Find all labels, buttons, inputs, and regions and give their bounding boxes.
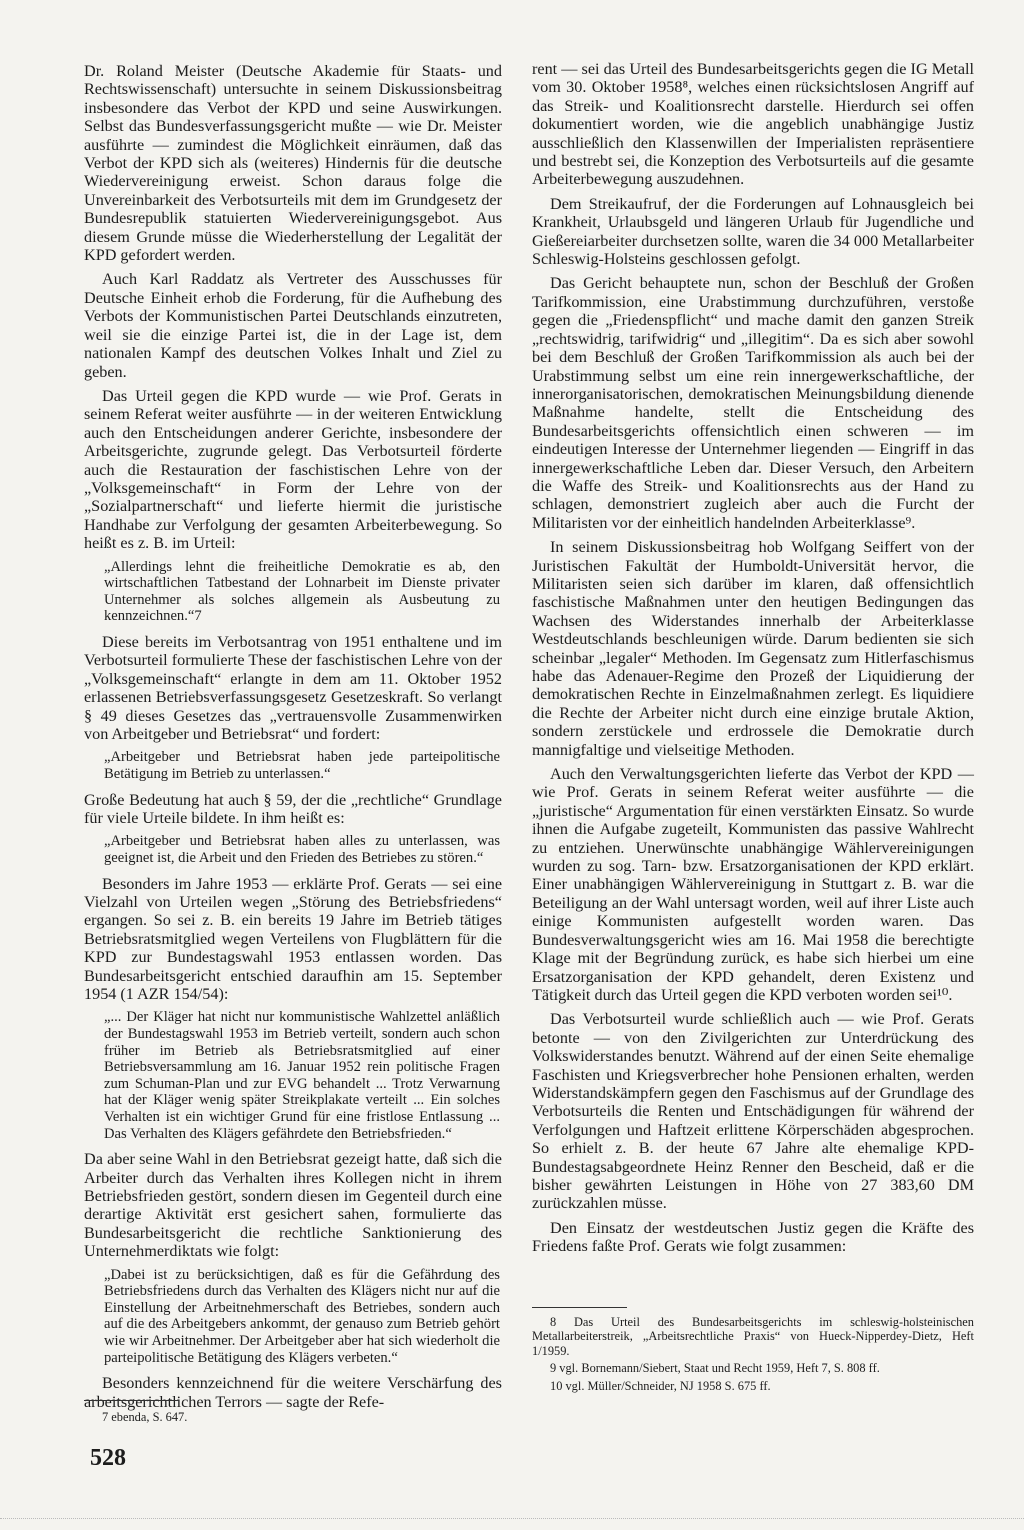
paragraph: Da aber seine Wahl in den Betriebsrat gezeigt hatte, daß sich die Arbeiter durch das Verhalten ihres Kollegen nicht in ihrem Betriebsfrieden gestört, sondern diesen im Gegenteil durch eine derartige Aktivität erst gesichert sahen, formulierte das Bundesarbeitsgericht die rechtliche Sanktionierung des Unternehmerdiktats wie folgt: <box>84 1150 502 1261</box>
paragraph: Auch Karl Raddatz als Vertreter des Ausschusses für Deutsche Einheit erhob die Forderung, für die Aufhebung des Verbots der Kommunistischen Partei Deutschlands einzutreten, weil sie die einzige Partei ist, die in der Lage ist, dem nationalen Kampf des deutschen Volkes Inhalt und Ziel zu geben. <box>84 270 502 381</box>
footnote: 7 ebenda, S. 647. <box>102 1410 188 1424</box>
footnote-divider <box>84 1400 179 1401</box>
paragraph: Dr. Roland Meister (Deutsche Akademie für Staats- und Rechtswissenschaft) untersuchte in seinem Diskussionsbeitrag insbesondere das Verbot der KPD und seine Auswirkungen. Selbst das Bundesverfassungsgericht mußte — wie Dr. Meister ausführte — zumindest die Möglichkeit einräumen, daß das Verbot der KPD sich als (weiteres) Hindernis für die deutsche Wiedervereinigung erweist. Schon daraus folge die Unvereinbarkeit des Verbotsurteils mit dem im Grundgesetz der Bundesrepublik statuierten Wiedervereinigungsgebot. Aus diesem Grunde müsse die Wiederherstellung der Legalität der KPD gefordert werden. <box>84 62 502 265</box>
page-number: 528 <box>90 1445 126 1471</box>
block-quote: „Dabei ist zu berücksichtigen, daß es für die Gefährdung des Betriebsfriedens durch das Verhalten des Klägers nicht nur auf die Einstellung der Arbeitnehmerschaft des Betriebes, sondern auch auf die des Arbeitgebers ankommt, der genauso zum Betrieb gehört wie wir Arbeitnehmer. Der Arbeitgeber aber hat sich wiederholt die parteipolitische Betätigung des Klägers verbeten.“ <box>104 1266 500 1366</box>
paragraph: Besonders kennzeichnend für die weitere Verschärfung des arbeitsgerichtlichen Terrors — sagte der Refe- <box>84 1374 502 1411</box>
paragraph: Große Bedeutung hat auch § 59, der die „rechtliche“ Grundlage für viele Urteile bildete. In ihm heißt es: <box>84 790 502 827</box>
paragraph: Besonders im Jahre 1953 — erklärte Prof. Gerats — sei eine Vielzahl von Urteilen wegen „Störung des Betriebsfriedens“ ergangen. So sei z. B. ein bereits 19 Jahre im Betrieb tätiges Betriebsratsmitglied wegen Verteilens von Flugblättern für die KPD zur Bundestagswahl 1953 entlassen worden. Das Bundesarbeitsgericht entschied daraufhin am 15. September 1954 (1 AZR 154/54): <box>84 874 502 1003</box>
block-quote: „Allerdings lehnt die freiheitliche Demokratie es ab, den wirtschaftlichen Tatbestand der Lohnarbeit im Dienste privater Unternehmer als solches allgemein als Ausbeutung zu kennzeichnen.“7 <box>104 558 500 625</box>
footnotes-left <box>84 1410 502 1427</box>
paragraph: Den Einsatz der westdeutschen Justiz gegen die Kräfte des Friedens faßte Prof. Gerats wie folgt zusammen: <box>532 1218 974 1256</box>
block-quote: „Arbeitgeber und Betriebsrat haben jede parteipolitische Betätigung im Betrieb zu unterlassen.“ <box>104 749 500 782</box>
footnote-divider <box>532 1307 627 1308</box>
block-quote: „... Der Kläger hat nicht nur kommunistische Wahlzettel anläßlich der Bundestagswahl 1953 im Betrieb verteilt, sondern auch schon früher im Betrieb als Betriebsratsmitglied auf einer Betriebsversammlung am 16. Januar 1952 rein politische Fragen zum Schuman-Plan und zur EVG behandelt ... Trotz Verwarnung hat der Kläger wenig später Streikplakate verteilt ... Ein solches Verhalten ist ein wichtiger Grund für eine fristlose Entlassung ... Das Verhalten des Klägers gefährdete den Betriebsfrieden.“ <box>104 1009 500 1142</box>
footnote: 10 vgl. Müller/Schneider, NJ 1958 S. 675 ff. <box>550 1378 771 1393</box>
footnote: 8 Das Urteil des Bundesarbeitsgerichts im schleswig-holsteinischen Metallarbeiterstreik, „Arbeitsrechtliche Praxis“ von Hueck-Nipperdey-Dietz, Heft 1/1959. <box>532 1315 974 1358</box>
paragraph: Das Gericht behauptete nun, schon der Beschluß der Großen Tarifkommission, eine Urabstimmung durchzuführen, verstoße gegen die „Friedenspflicht“ und mache damit den ganzen Streik „rechtswidrig, tarifwidrig“ und „illegitim“. Da es sich aber sowohl bei dem Beschluß der Großen Tarifkommission als auch bei der Urabstimmung selbst um eine rein innergewerkschaftliche, der innerorganisatorischen, demokratischen Meinungsbildung dienende Maßnahme handelte, stellt die Entscheidung des Bundesarbeitsgerichts offensichtlich einen schweren — im eindeutigen Interesse der Unternehmer liegenden — Eingriff in das innergewerkschaftliche Leben dar. Dieser Versuch, den Arbeitern die Waffe des Streik- und Koalitionsrechts aus der Hand zu schlagen, demonstriert zugleich aber auch die Furcht der Militaristen vor der einheitlich handelnden Arbeiterklasse⁹. <box>532 274 974 532</box>
left-column <box>84 62 502 1417</box>
paragraph: Diese bereits im Verbotsantrag von 1951 enthaltene und im Verbotsurteil formulierte These der faschistischen Lehre von der „Volksgemeinschaft“ erlangte in dem am 11. Oktober 1952 erlassenen Betriebsverfassungsgesetz Gesetzeskraft. So verlangt § 49 dieses Gesetzes das „vertrauensvolle Zusammenwirken von Arbeitgeber und Betriebsrat“ und fordert: <box>84 632 502 743</box>
paragraph: Dem Streikaufruf, der die Forderungen auf Lohnausgleich bei Krankheit, Urlaubsgeld und längeren Urlaub für Jugendliche und Gießereiarbeiter durchsetzen sollte, waren die 34 000 Metallarbeiter Schleswig-Holsteins geschlossen gefolgt. <box>532 194 974 269</box>
right-column <box>532 60 974 1262</box>
paragraph: Auch den Verwaltungsgerichten lieferte das Verbot der KPD — wie Prof. Gerats in seinem Referat weiter ausführte — die „juristische“ Argumentation für einen verstärkten Einsatz. So wurde ihnen die Aufgabe zugeteilt, Kommunisten das passive Wahlrecht zu entziehen. Unerwünschte unabhängige Wählervereinigungen wurden zu sog. Tarn- bzw. Ersatzorganisationen der KPD erklärt. Einer unabhängigen Wählervereinigung in Stuttgart z. B. war die Beteiligung an der Wahl untersagt worden, weil auf ihrer Liste auch einige Kommunisten aufgestellt worden waren. Das Bundesverwaltungsgericht wies am 16. Mai 1958 die berechtigte Klage mit der Begründung zurück, es habe sich hierbei um eine Ersatzorganisation der KPD gehandelt, deren Existenz und Tätigkeit durch das Urteil gegen die KPD verboten worden sei¹⁰. <box>532 765 974 1004</box>
paragraph: In seinem Diskussionsbeitrag hob Wolfgang Seiffert von der Juristischen Fakultät der Humboldt-Universität hervor, die Militaristen seien sich darüber im klaren, daß offensichtlich faschistische Maßnahmen unter den heutigen Bedingungen das Wachsen des Widerstandes innerhalb der Arbeiterklasse Westdeutschlands beschleunigen würde. Darum bedienten sie sich scheinbar „legaler“ Methoden. Im Gegensatz zum Hitlerfaschismus habe das Adenauer-Regime den Prozeß der Liquidierung der demokratischen Rechte in Einzelmaßnahmen zerlegt. Es liquidiere die Rechte der Arbeiter nicht durch eine einzige brutale Aktion, sondern zerstückele und erdrossele die Demokratie durch mannigfaltige und vielseitige Methoden. <box>532 538 974 759</box>
footnotes-right <box>532 1315 974 1396</box>
paragraph: Das Verbotsurteil wurde schließlich auch — wie Prof. Gerats betonte — von den Zivilgerichten zur Unterdrückung des Volkswiderstandes benutzt. Während auf der einen Seite ehemalige Faschisten und Kriegsverbrecher hohe Pensionen erhalten, werden Widerstandskämpfern gegen den Faschismus auf der Grundlage des Verbotsurteils die Renten und Entschädigungen für während der Verfolgungen und Haftzeit erlittene Körperschäden abgesprochen. So erhielt z. B. der heute 67 Jahre alte ehemalige KPD-Bundestagsabgeordnete Heinz Renner den Bescheid, daß er die bisher gewährten Leistungen in Höhe von 27 383,60 DM zurückzahlen müsse. <box>532 1010 974 1213</box>
block-quote: „Arbeitgeber und Betriebsrat haben alles zu unterlassen, was geeignet ist, die Arbeit und den Frieden des Betriebes zu stören.“ <box>104 833 500 866</box>
footnote: 9 vgl. Bornemann/Siebert, Staat und Recht 1959, Heft 7, S. 808 ff. <box>550 1361 880 1376</box>
paragraph: Das Urteil gegen die KPD wurde — wie Prof. Gerats in seinem Referat weiter ausführte — in der weiteren Entwicklung auch den Entscheidungen anderer Gerichte, insbesondere der Arbeitsgerichte, zugrunde gelegt. Das Verbotsurteil förderte auch die Restauration der faschistischen Lehre von der „Volksgemeinschaft“ in Form der Lehre von der „Sozialpartnerschaft“ und lieferte hiermit die juristische Handhabe zur Verfolgung der gesamten Arbeiterbewegung. So heißt es z. B. im Urteil: <box>84 386 502 553</box>
scan-edge <box>0 1518 1024 1519</box>
paragraph: rent — sei das Urteil des Bundesarbeitsgerichts gegen die IG Metall vom 30. Oktober 1958⁸, welches einen rücksichtslosen Angriff auf das Streik- und Koalitionsrecht darstelle. Hierdurch sei offen dokumentiert worden, wie die angeblich unabhängige Justiz ausschließlich den Klassenwillen der Imperialisten repräsentiere und bestrebt sei, die Konzeption des Verbotsurteils auf die gesamte Arbeiterbewegung auszudehnen. <box>532 60 974 189</box>
